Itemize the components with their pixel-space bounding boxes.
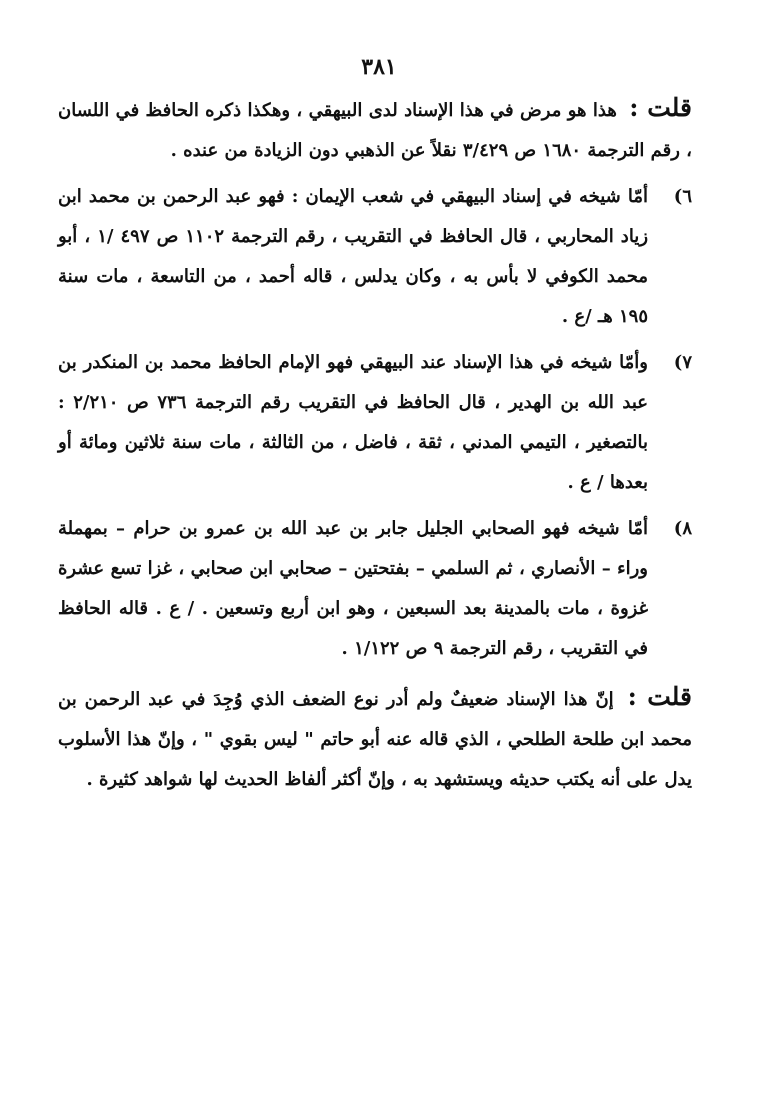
list-item bbox=[58, 509, 692, 669]
list-item bbox=[58, 177, 692, 337]
conclusion-paragraph bbox=[58, 677, 692, 800]
page-number: ٣٨١ bbox=[361, 54, 397, 80]
intro-paragraph bbox=[58, 88, 692, 171]
conclusion-text: إنّ هذا الإسناد ضعيفٌ ولم أدر نوع الضعف الذي وُجِدَ في عبد الرحمن بن محمد ابن طلحة الطلحي ، الذي قاله عنه أبو حاتم " ليس بقوي " ، وإنّ هذا الأسلوب يدل على أنه يكتب حديثه ويستشهد به ، وإنّ أكثر ألفاظ الحديث لها شواهد كثيرة . bbox=[58, 689, 692, 790]
item-text: أمّا شيخه في إسناد البيهقي في شعب الإيمان : فهو عبد الرحمن بن محمد ابن زياد المحاربي ، قال الحافظ في التقريب ، رقم الترجمة ١١٠٢ ص ٤٩٧ /١ ، أبو محمد الكوفي لا بأس به ، وكان يدلس ، قاله أحمد ، من التاسعة ، مات سنة ١٩٥ هـ /ع . bbox=[58, 186, 649, 327]
item-number: ٧) bbox=[673, 352, 692, 373]
item-number: ٦) bbox=[673, 186, 692, 207]
conclusion-label: قلت : bbox=[627, 682, 692, 711]
item-text: أمّا شيخه فهو الصحابي الجليل جابر بن عبد الله بن عمرو بن حرام – بمهملة وراء – الأنصاري ، ثم السلمي – بفتحتين – صحابي ابن صحابي ، غزا تسع عشرة غزوة ، مات بالمدينة بعد السبعين ، وهو ابن أربع وتسعين . / ع . قاله الحافظ في التقريب ، رقم الترجمة ٩ ص ١/١٢٢ . bbox=[58, 518, 648, 659]
item-number: ٨) bbox=[673, 518, 692, 539]
intro-label: قلت : bbox=[629, 93, 692, 122]
list-item bbox=[58, 343, 692, 503]
item-text: وأمّا شيخه في هذا الإسناد عند البيهقي فهو الإمام الحافظ محمد بن المنكدر بن عبد الله بن الهدير ، قال الحافظ في التقريب رقم الترجمة ٧٣٦ ص ٢/٢١٠ : بالتصغير ، التيمي المدني ، ثقة ، فاضل ، من الثالثة ، مات سنة ثلاثين ومائة أو بعدها / ع . bbox=[58, 352, 649, 493]
intro-text: هذا هو مرض في هذا الإسناد لدى البيهقي ، وهكذا ذكره الحافظ في اللسان ، رقم الترجمة ١٦٨٠ ص ٣/٤٢٩ نقلاً عن الذهبي دون الزيادة من عنده . bbox=[58, 100, 692, 161]
page-content bbox=[58, 88, 692, 800]
